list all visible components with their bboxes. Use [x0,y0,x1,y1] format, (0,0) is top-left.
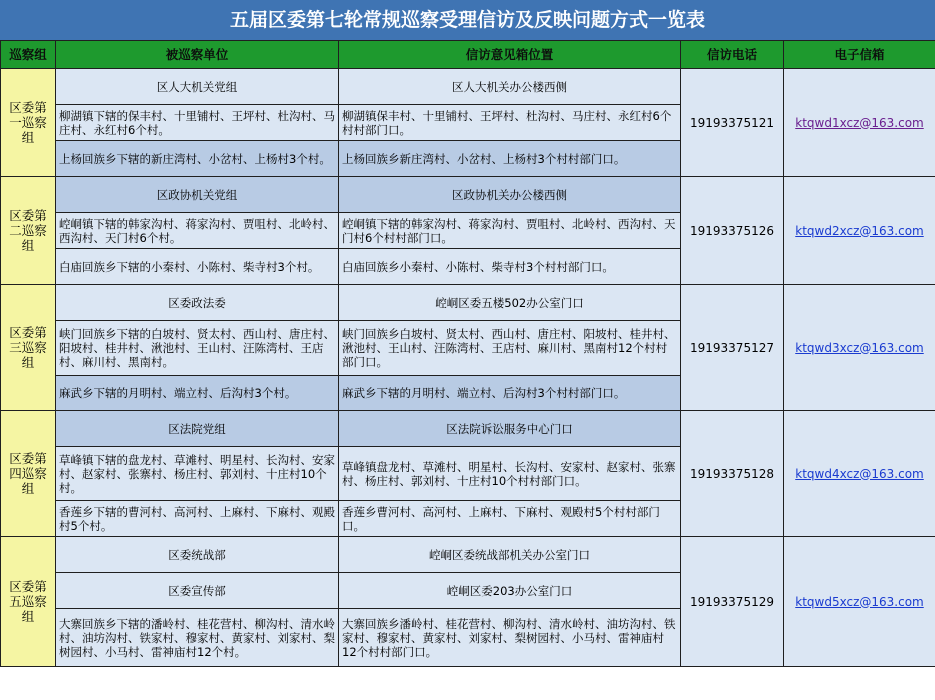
table-row [1,411,935,447]
header-phone: 信访电话 [681,41,784,69]
box-cell: 崆峒区委五楼502办公室门口 [339,285,681,321]
phone-number: 19193375127 [681,285,784,411]
box-cell: 区人大机关办公楼西侧 [339,69,681,105]
unit-cell: 峡门回族乡下辖的白坡村、贤太村、西山村、唐庄村、阳坡村、桂井村、湫池村、王山村、汪陈湾村、王店村、麻川村、黑南村。 [56,321,339,376]
page-title: 五届区委第七轮常规巡察受理信访及反映问题方式一览表 [0,0,935,40]
unit-cell: 区委政法委 [56,285,339,321]
unit-cell: 区人大机关党组 [56,69,339,105]
unit-cell: 区委统战部 [56,537,339,573]
header-group: 巡察组 [1,41,56,69]
box-cell: 白庙回族乡小秦村、小陈村、柴寺村3个村村部门口。 [339,249,681,285]
header-email: 电子信箱 [784,41,935,69]
group-name: 区委第一巡察组 [1,69,56,177]
box-cell: 崆峒区委统战部机关办公室门口 [339,537,681,573]
box-cell: 上杨回族乡新庄湾村、小岔村、上杨村3个村村部门口。 [339,141,681,177]
unit-cell: 区委宣传部 [56,573,339,609]
unit-cell: 柳湖镇下辖的保丰村、十里铺村、王坪村、杜沟村、马庄村、永红村6个村。 [56,105,339,141]
inspection-table [0,40,935,667]
box-cell: 香莲乡曹河村、高河村、上麻村、下麻村、观殿村5个村村部门口。 [339,501,681,537]
table-row [1,537,935,573]
email-link[interactable]: ktqwd1xcz@163.com [784,69,935,177]
unit-cell: 香莲乡下辖的曹河村、高河村、上麻村、下麻村、观殿村5个村。 [56,501,339,537]
phone-number: 19193375126 [681,177,784,285]
unit-cell: 麻武乡下辖的月明村、端立村、后沟村3个村。 [56,376,339,411]
box-cell: 崆峒镇下辖的韩家沟村、蒋家沟村、贾咀村、北岭村、西沟村、天门村6个村村部门口。 [339,213,681,249]
unit-cell: 草峰镇下辖的盘龙村、草滩村、明星村、长沟村、安家村、赵家村、张寨村、杨庄村、郭刘村、十庄村10个村。 [56,447,339,501]
group-name: 区委第四巡察组 [1,411,56,537]
table-row [1,177,935,213]
group-name: 区委第三巡察组 [1,285,56,411]
box-cell: 麻武乡下辖的月明村、端立村、后沟村3个村村部门口。 [339,376,681,411]
header-box: 信访意见箱位置 [339,41,681,69]
box-cell: 崆峒区委203办公室门口 [339,573,681,609]
box-cell: 草峰镇盘龙村、草滩村、明星村、长沟村、安家村、赵家村、张寨村、杨庄村、郭刘村、十庄村10个村村部门口。 [339,447,681,501]
box-cell: 区法院诉讼服务中心门口 [339,411,681,447]
table-row [1,285,935,321]
unit-cell: 崆峒镇下辖的韩家沟村、蒋家沟村、贾咀村、北岭村、西沟村、天门村6个村。 [56,213,339,249]
email-link[interactable]: ktqwd3xcz@163.com [784,285,935,411]
email-link[interactable]: ktqwd4xcz@163.com [784,411,935,537]
unit-cell: 区政协机关党组 [56,177,339,213]
unit-cell: 大寨回族乡下辖的潘岭村、桂花营村、柳沟村、清水岭村、油坊沟村、铁家村、穆家村、黄家村、刘家村、梨树园村、小马村、雷神庙村12个村。 [56,609,339,667]
box-cell: 大寨回族乡潘岭村、桂花营村、柳沟村、清水岭村、油坊沟村、铁家村、穆家村、黄家村、刘家村、梨树园村、小马村、雷神庙村12个村村部门口。 [339,609,681,667]
group-name: 区委第二巡察组 [1,177,56,285]
email-link[interactable]: ktqwd5xcz@163.com [784,537,935,667]
table-row [1,69,935,105]
unit-cell: 区法院党组 [56,411,339,447]
email-link[interactable]: ktqwd2xcz@163.com [784,177,935,285]
group-name: 区委第五巡察组 [1,537,56,667]
phone-number: 19193375121 [681,69,784,177]
box-cell: 峡门回族乡白坡村、贤太村、西山村、唐庄村、阳坡村、桂井村、湫池村、王山村、汪陈湾村、王店村、麻川村、黑南村12个村村部门口。 [339,321,681,376]
box-cell: 区政协机关办公楼西侧 [339,177,681,213]
phone-number: 19193375128 [681,411,784,537]
unit-cell: 上杨回族乡下辖的新庄湾村、小岔村、上杨村3个村。 [56,141,339,177]
unit-cell: 白庙回族乡下辖的小秦村、小陈村、柴寺村3个村。 [56,249,339,285]
phone-number: 19193375129 [681,537,784,667]
box-cell: 柳湖镇保丰村、十里铺村、王坪村、杜沟村、马庄村、永红村6个村村部门口。 [339,105,681,141]
header-unit: 被巡察单位 [56,41,339,69]
table-header-row [1,41,935,69]
